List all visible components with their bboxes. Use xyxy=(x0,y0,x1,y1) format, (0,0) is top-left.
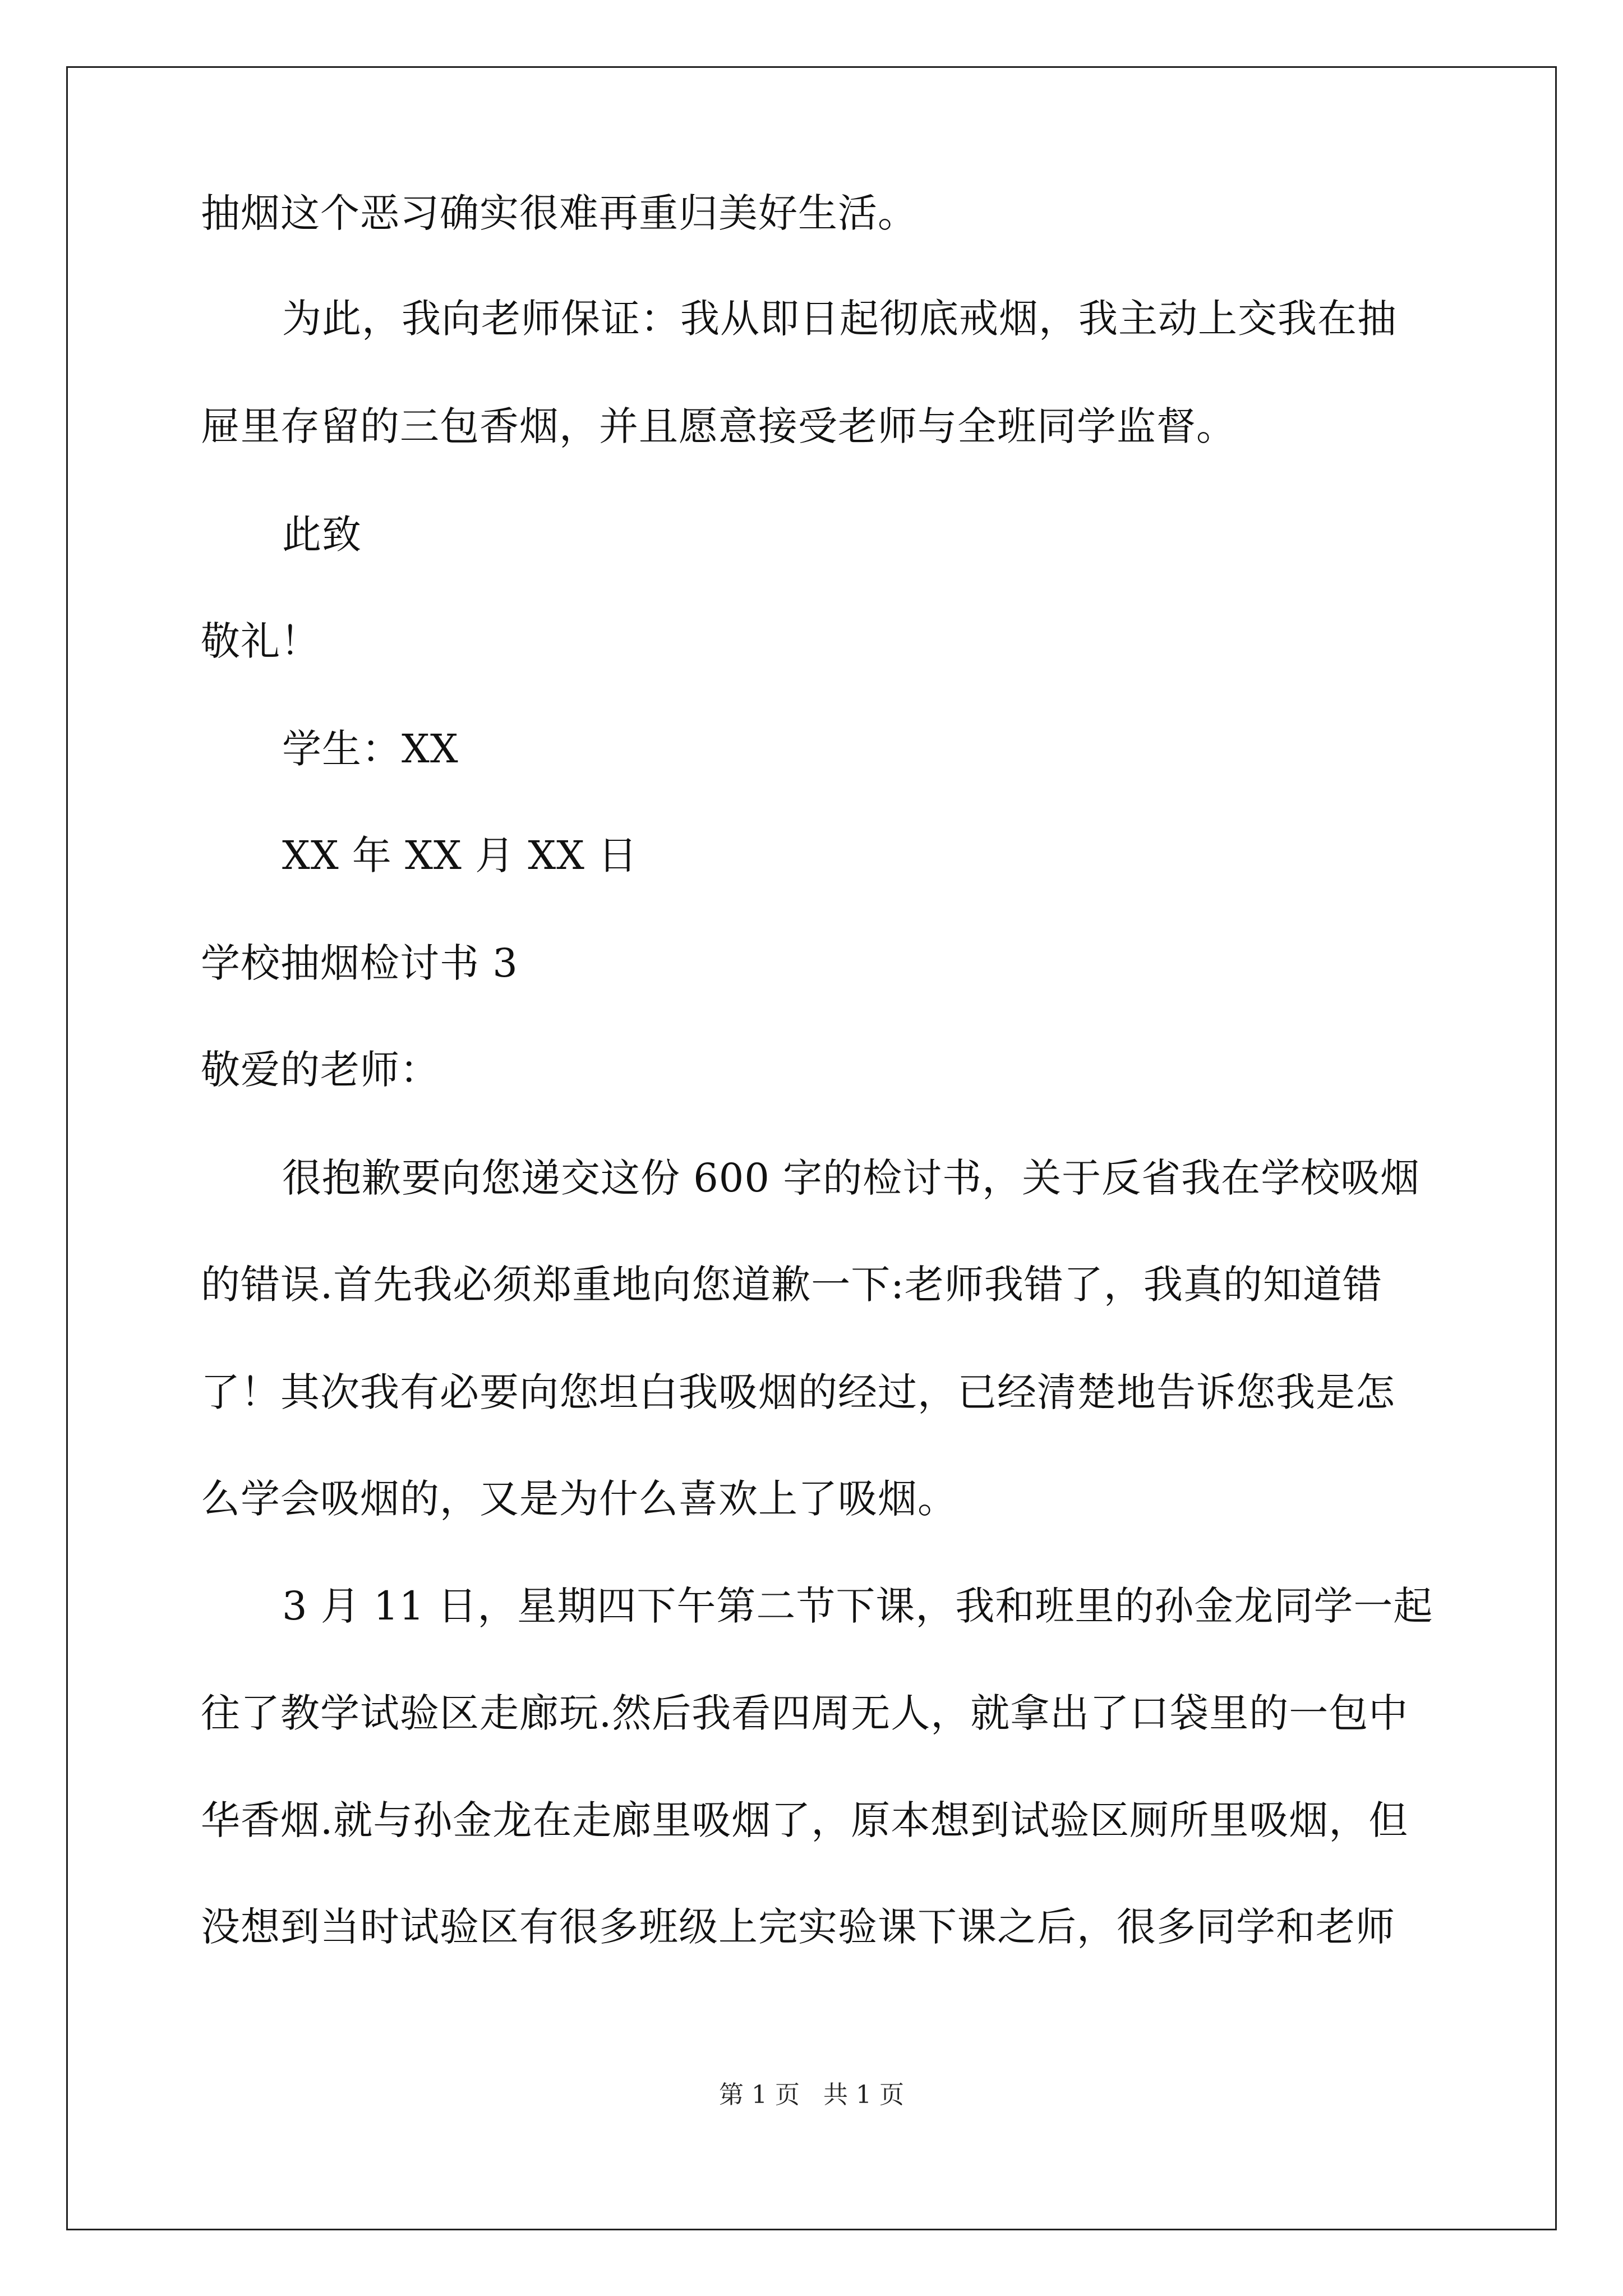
paragraph-line: 没想到当时试验区有很多班级上完实验课下课之后，很多同学和老师 xyxy=(201,1904,1395,1950)
paragraph-line: 为此，我向老师保证：我从即日起彻底戒烟，我主动上交我在抽 xyxy=(282,296,1397,342)
paragraph-line: 很抱歉要向您递交这份 600 字的检讨书，关于反省我在学校吸烟 xyxy=(282,1155,1421,1201)
paragraph-line: 么学会吸烟的，又是为什么喜欢上了吸烟。 xyxy=(201,1476,957,1522)
paragraph-line: 的错误.首先我必须郑重地向您道歉一下:老师我错了，我真的知道错 xyxy=(201,1262,1382,1308)
paragraph-line: 往了教学试验区走廊玩.然后我看四周无人，就拿出了口袋里的一包中 xyxy=(201,1690,1409,1736)
closing-salutation: 此致 xyxy=(282,512,362,558)
paragraph-line: 华香烟.就与孙金龙在走廊里吸烟了，原本想到试验区厕所里吸烟，但 xyxy=(201,1797,1409,1843)
signature-student: 学生：XX xyxy=(282,726,459,772)
section-title: 学校抽烟检讨书 3 xyxy=(201,940,518,986)
paragraph-line: 屉里存留的三包香烟，并且愿意接受老师与全班同学监督。 xyxy=(201,403,1236,449)
paragraph-line: 抽烟这个恶习确实很难再重归美好生活。 xyxy=(201,190,917,236)
paragraph-line: 了！其次我有必要向您坦白我吸烟的经过，已经清楚地告诉您我是怎 xyxy=(201,1369,1395,1415)
page-number-footer: 第 1 页 共 1 页 xyxy=(719,2081,904,2109)
closing-regards: 敬礼！ xyxy=(201,618,320,664)
paragraph-line: 3 月 11 日，星期四下午第二节下课，我和班里的孙金龙同学一起 xyxy=(282,1583,1433,1629)
signature-date: XX 年 XX 月 XX 日 xyxy=(282,832,638,878)
letter-greeting: 敬爱的老师： xyxy=(201,1047,440,1093)
